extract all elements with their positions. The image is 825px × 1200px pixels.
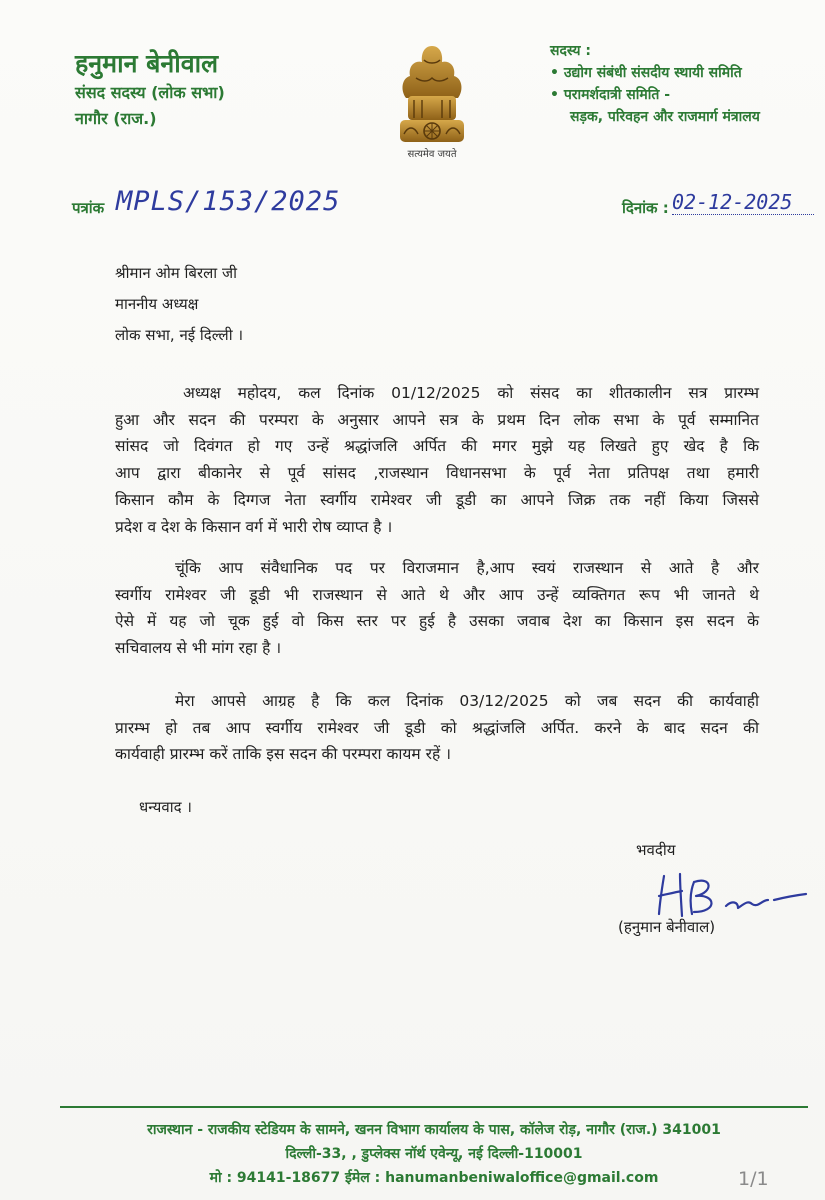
emblem-motto: सत्यमेव जयते (407, 149, 457, 160)
handwritten-signature (650, 870, 820, 920)
text-line: हुआ और सदन की परम्परा के अनुसार आपने सत्र के प्रथम दिन लोक सभा के पूर्व सम्मानित (115, 410, 759, 429)
text-line: अध्यक्ष महोदय, कल दिनांक 01/12/2025 को संसद का शीतकालीन सत्र प्रारम्भ (183, 384, 759, 402)
footer-divider (60, 1106, 808, 1108)
footer-delhi-address: दिल्ली-33, , डुप्लेक्स नॉर्थ एवेन्यू, नई दिल्ली-110001 (285, 1146, 583, 1162)
footer-rajasthan-address: राजस्थान - राजकीय स्टेडियम के सामने, खनन विभाग कार्यालय के पास, कॉलेज रोड़, नागौर (राज.) 341001 (147, 1122, 721, 1138)
body-paragraph-3 (115, 688, 759, 768)
date-label: दिनांक : (622, 199, 669, 217)
body-paragraph-2 (115, 555, 759, 662)
ref-label: पत्रांक (72, 199, 105, 217)
text-line: स्वर्गीय रामेश्वर जी डूडी भी राजस्थान से आते थे और आप उन्हें व्यक्तिगत रूप भी जानते थे (115, 585, 759, 604)
closing-thanks: धन्यवाद । (139, 798, 192, 816)
signer-name: (हनुमान बेनीवाल) (618, 918, 716, 936)
committee-item: • उद्योग संबंधी संसदीय स्थायी समिति (550, 65, 742, 81)
text-line: किसान कौम के दिग्गज नेता स्वर्गीय रामेश्वर जी डूडी का आपने जिक्र तक नहीं किया जिससे (115, 490, 759, 509)
sender-designation: संसद सदस्य (लोक सभा) (75, 83, 225, 102)
text-line: चूंकि आप संवैधानिक पद पर विराजमान है,आप स्वयं राजस्थान से आते है और (175, 559, 759, 577)
sender-constituency: नागौर (राज.) (75, 109, 157, 128)
addressee-name: श्रीमान ओम बिरला जी (115, 264, 237, 282)
footer-contact: मो : 94141-18677 ईमेल : hanumanbeniwaloffice@gmail.com (209, 1170, 659, 1186)
text-line: प्रदेश व देश के किसान वर्ग में भारी रोष व्याप्त है । (115, 517, 393, 536)
text-line: सचिवालय से भी मांग रहा है । (115, 639, 282, 658)
text-line: सांसद जो दिवंगत हो गए उन्हें श्रद्धांजलि अर्पित की मगर मुझे यह लिखते हुए खेद है कि (115, 437, 759, 456)
date-underline (672, 214, 814, 215)
body-paragraph-1 (115, 380, 759, 540)
addressee-title: माननीय अध्यक्ष (115, 295, 199, 313)
committee-item-detail: सड़क, परिवहन और राजमार्ग मंत्रालय (570, 109, 760, 125)
letterhead-sender (75, 48, 225, 132)
text-line: कार्यवाही प्रारम्भ करें ताकि इस सदन की परम्परा कायम रहें । (115, 745, 451, 764)
text-line: मेरा आपसे आग्रह है कि कल दिनांक 03/12/2025 को जब सदन की कार्यवाही (175, 692, 759, 710)
page-indicator: 1/1 (738, 1168, 769, 1190)
closing-sincerely: भवदीय (636, 841, 676, 859)
committee-item: • परामर्शदात्री समिति - (550, 87, 671, 103)
addressee-office: लोक सभा, नई दिल्ली । (115, 326, 244, 344)
text-line: आप द्वारा बीकानेर से पूर्व सांसद ,राजस्थान विधानसभा के पूर्व नेता प्रतिपक्ष तथा हमारी (115, 464, 759, 483)
sender-name: हनुमान बेनीवाल (75, 49, 219, 78)
letter-date: 02-12-2025 (672, 190, 793, 214)
text-line: ऐसे में यह जो चूक हुई वो किस स्तर पर हुई है उसका जवाब देश का किसान इस सदन के (115, 612, 759, 631)
footer-address (60, 1118, 808, 1190)
ref-number: MPLS/153/2025 (116, 186, 341, 217)
member-heading: सदस्य : (550, 43, 591, 59)
committee-membership (550, 40, 760, 128)
addressee-block (115, 258, 243, 351)
text-line: प्रारम्भ हो तब आप स्वर्गीय रामेश्वर जी डूडी को श्रद्धांजलि अर्पित. करने के बाद सदन की (115, 718, 759, 737)
